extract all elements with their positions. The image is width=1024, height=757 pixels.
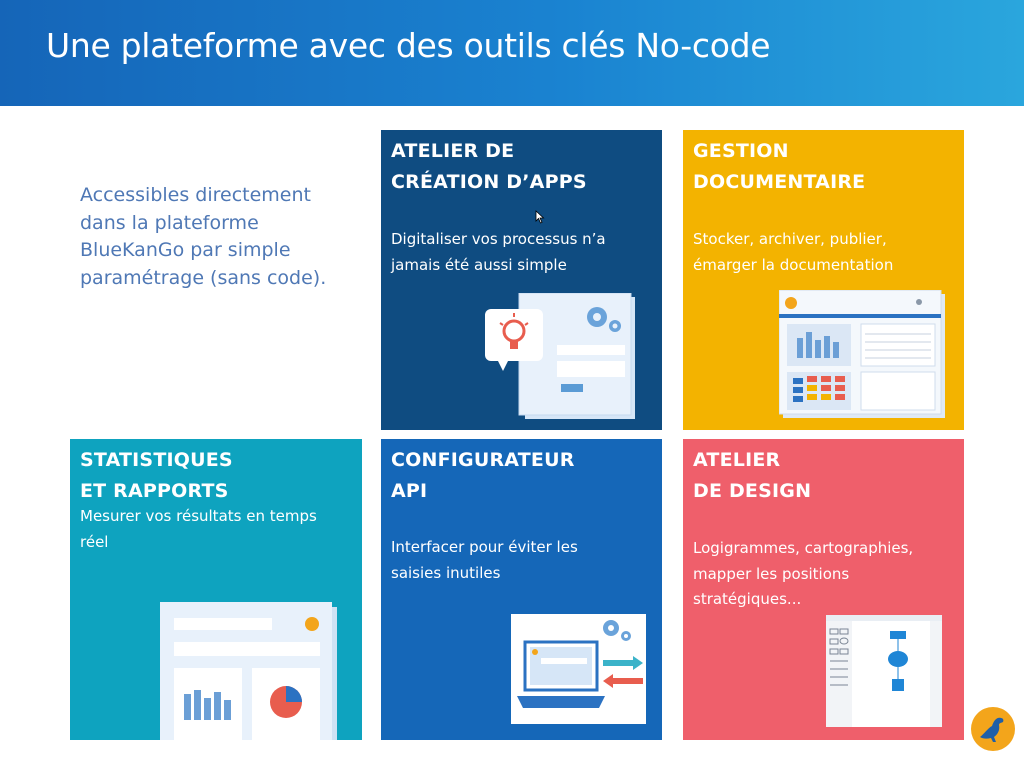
tile-design-workshop[interactable] <box>683 439 964 740</box>
page-title: Une plateforme avec des outils clés No-code <box>46 26 771 65</box>
tile-document-management[interactable] <box>683 130 964 430</box>
flowchart-editor-icon <box>826 615 942 727</box>
header-banner <box>0 0 1024 106</box>
lightbulb-form-icon <box>485 293 645 423</box>
tile-description: Stocker, archiver, publier, émarger la documentation <box>693 230 894 274</box>
intro-text: Accessibles directement dans la plateforme BlueKanGo par simple paramétrage (sans code). <box>80 184 327 289</box>
tile-title: CONFIGURATEUR API <box>391 449 575 502</box>
tile-title: ATELIER DE CRÉATION D’APPS <box>391 140 587 193</box>
tile-title: GESTION DOCUMENTAIRE <box>693 140 866 193</box>
tile-description: Interfacer pour éviter les saisies inutiles <box>391 538 578 582</box>
tile-statistics-reports[interactable] <box>70 439 362 740</box>
document-window-icon <box>779 290 949 420</box>
tile-description: Digitaliser vos processus n’a jamais été aussi simple <box>391 230 606 274</box>
mouse-cursor-icon <box>535 210 545 224</box>
tile-title: ATELIER DE DESIGN <box>693 449 812 502</box>
tile-api-configurator[interactable] <box>381 439 662 740</box>
tile-description: Mesurer vos résultats en temps réel <box>80 507 317 551</box>
dashboard-chart-icon <box>160 602 340 740</box>
tile-app-builder[interactable] <box>381 130 662 430</box>
laptop-exchange-icon <box>511 614 646 724</box>
tile-title: STATISTIQUES ET RAPPORTS <box>80 449 233 502</box>
kangaroo-logo-icon <box>970 706 1016 752</box>
tile-description: Logigrammes, cartographies, mapper les positions stratégiques... <box>693 539 914 608</box>
